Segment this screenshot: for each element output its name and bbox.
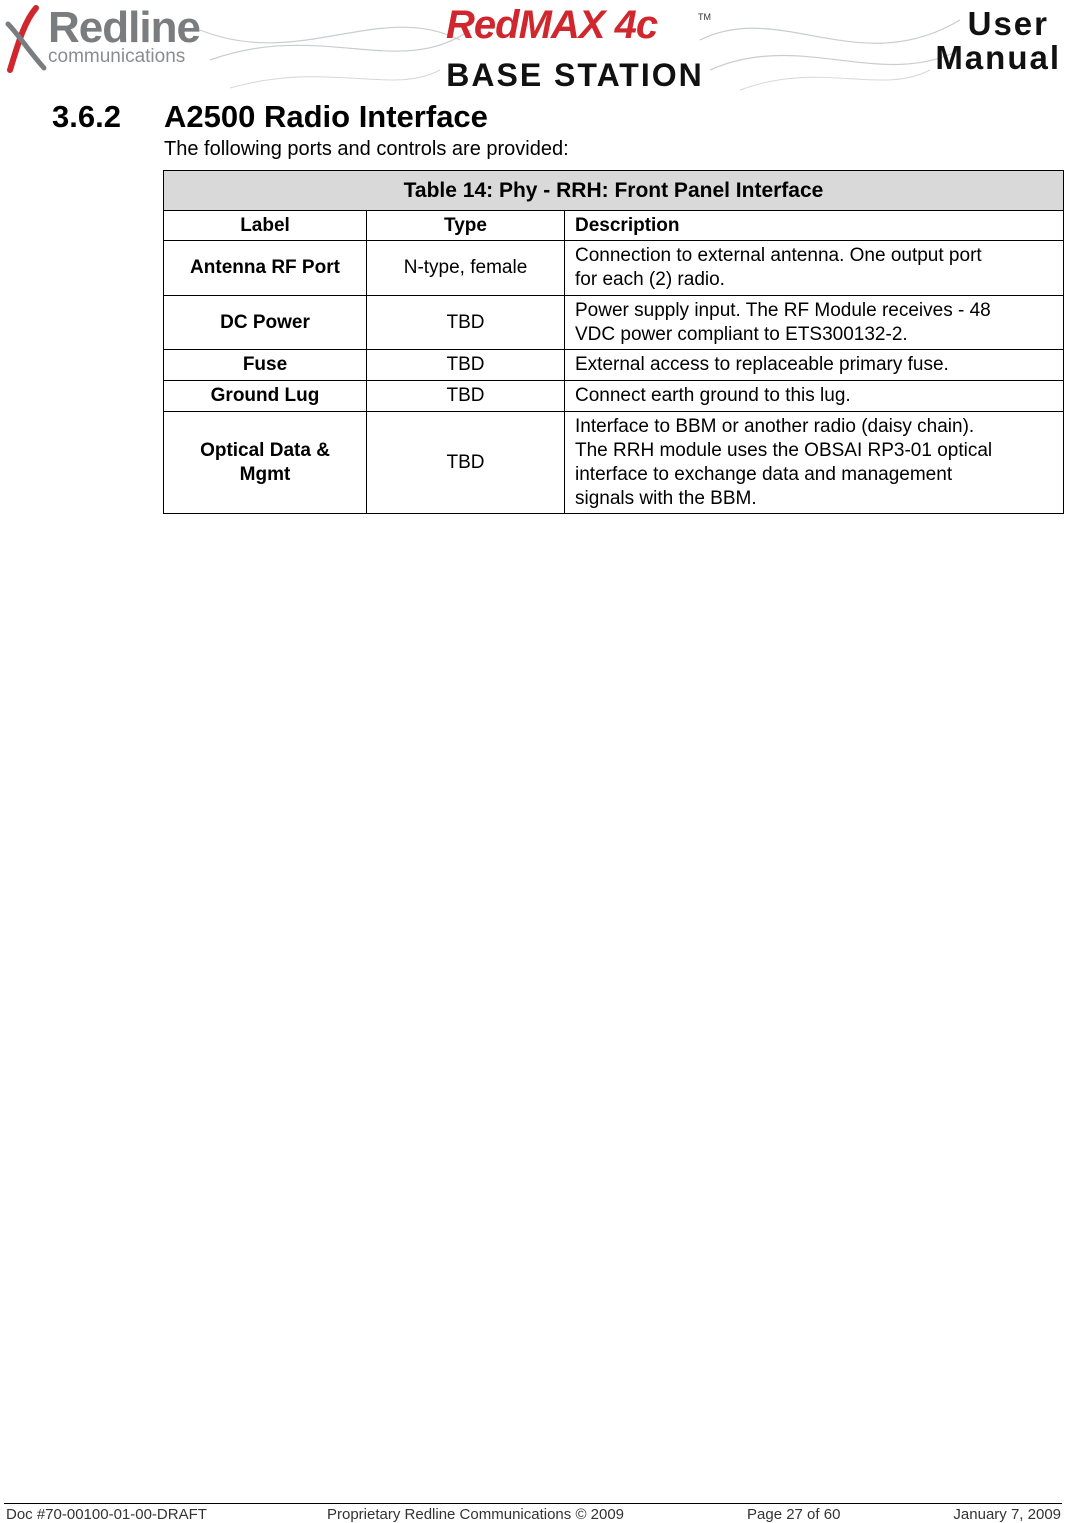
- row-label: Fuse: [164, 350, 367, 381]
- redmax-wordmark: RedMAX 4c: [446, 3, 658, 47]
- footer-doc-id: Doc #70-00100-01-00-DRAFT: [6, 1506, 207, 1523]
- description-line: for each (2) radio.: [575, 269, 725, 290]
- row-description: [565, 350, 1064, 381]
- table-row: [164, 350, 1064, 381]
- label-line: Mgmt: [239, 463, 291, 485]
- row-type: TBD: [367, 381, 565, 412]
- description-line: External access to replaceable primary fuse.: [575, 354, 949, 375]
- description-line: interface to exchange data and management: [575, 463, 953, 485]
- footer-divider: [4, 1503, 1062, 1504]
- column-header-type: Type: [367, 211, 565, 241]
- description-line: Connect earth ground to this lug.: [575, 385, 851, 406]
- table-caption: Table 14: Phy - RRH: Front Panel Interface: [164, 171, 1064, 211]
- column-header-label: Label: [164, 211, 367, 241]
- table-row: [164, 381, 1064, 412]
- description-line: Interface to BBM or another radio (daisy chain).: [575, 415, 975, 437]
- section-intro: The following ports and controls are provided:: [164, 138, 569, 160]
- page-header: [0, 0, 1065, 96]
- row-label: [164, 412, 367, 514]
- description-line: Connection to external antenna. One output port: [575, 245, 982, 266]
- footer-page-number: Page 27 of 60: [747, 1506, 841, 1523]
- row-label: DC Power: [164, 296, 367, 350]
- row-description: [565, 381, 1064, 412]
- front-panel-interface-table: [163, 170, 1064, 514]
- redline-swoosh-icon: [4, 4, 48, 74]
- row-type: TBD: [367, 412, 565, 514]
- description-line: The RRH module uses the OBSAI RP3-01 optical: [575, 439, 993, 461]
- section-title: A2500 Radio Interface: [164, 99, 488, 134]
- page-footer: [0, 1506, 1065, 1523]
- table-row: [164, 241, 1064, 296]
- description-line: signals with the BBM.: [575, 487, 757, 509]
- footer-date: January 7, 2009: [953, 1506, 1061, 1523]
- redline-wordmark: Redline: [48, 3, 200, 52]
- table-row: [164, 412, 1064, 514]
- section-heading: [52, 98, 488, 136]
- product-line-title: BASE STATION: [446, 57, 704, 93]
- row-label: Ground Lug: [164, 381, 367, 412]
- redline-subtitle: communications: [48, 46, 186, 67]
- row-description: [565, 241, 1064, 296]
- redmax-logo: [444, 2, 714, 54]
- row-type: TBD: [367, 350, 565, 381]
- table-row: [164, 296, 1064, 350]
- row-description: [565, 412, 1064, 514]
- manual-title: [935, 4, 1061, 78]
- row-description: [565, 296, 1064, 350]
- description-line: Power supply input. The RF Module receives - 48: [575, 299, 991, 321]
- manual-title-line1: User: [967, 5, 1049, 42]
- label-line: Optical Data &: [200, 439, 330, 461]
- description-line: VDC power compliant to ETS300132-2.: [575, 323, 908, 345]
- table-caption-row: [164, 171, 1064, 211]
- column-header-description: Description: [565, 211, 1064, 241]
- footer-proprietary: Proprietary Redline Communications © 2009: [327, 1506, 625, 1523]
- redmax-trademark: TM: [698, 12, 711, 22]
- table-header-row: [164, 211, 1064, 241]
- row-type: N-type, female: [367, 241, 565, 296]
- row-type: TBD: [367, 296, 565, 350]
- section-number: 3.6.2: [52, 99, 121, 134]
- manual-title-line2: Manual: [935, 39, 1061, 76]
- row-label: Antenna RF Port: [164, 241, 367, 296]
- redline-logo: [4, 4, 214, 74]
